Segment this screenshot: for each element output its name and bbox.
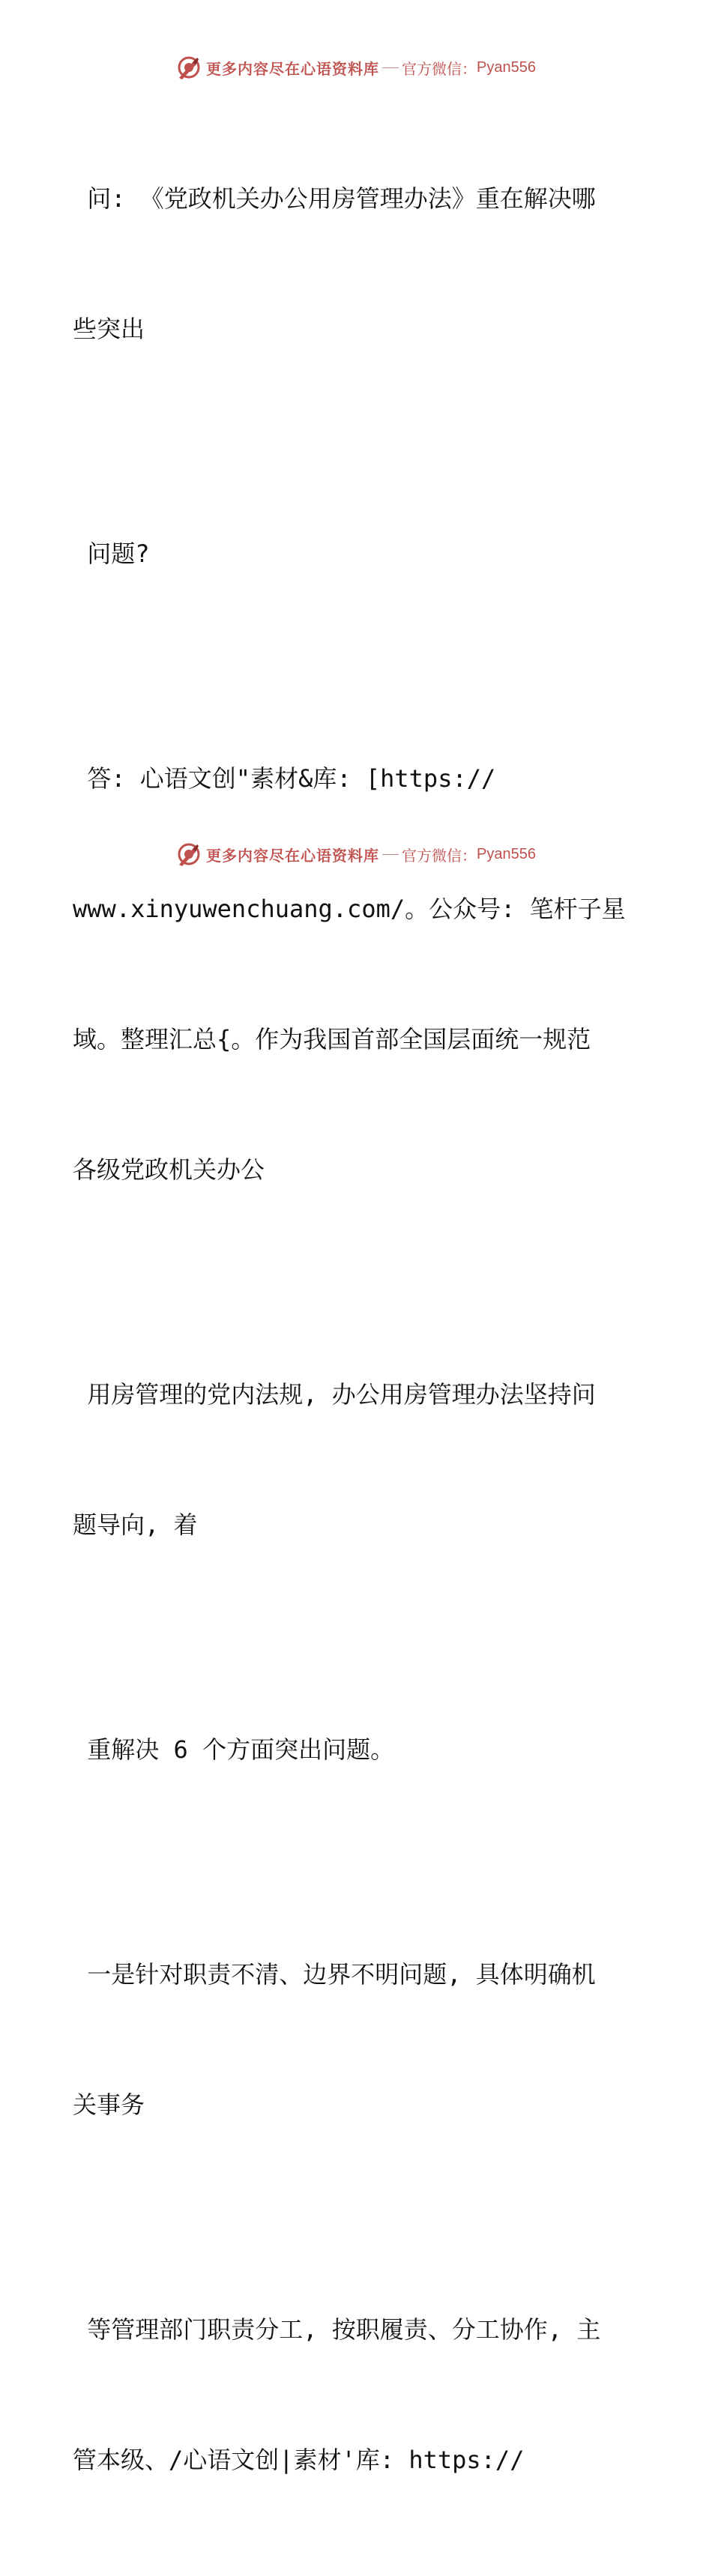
paragraph-body xyxy=(73,1866,627,2213)
text-line: 域。整理汇总{。作为我国首部全国层面统一规范 xyxy=(73,1025,591,1053)
paragraph-answer xyxy=(73,670,627,1278)
text-line: 重解决 6 个方面突出问题。 xyxy=(73,1735,395,1764)
text-line: 答: 心语文创"素材&库: [https:// xyxy=(73,764,496,793)
pen-logo-icon xyxy=(176,841,202,867)
header-banner xyxy=(0,52,712,82)
text-line: 一是针对职责不清、边界不明问题, 具体明确机 xyxy=(73,1960,596,1989)
text-line: 管本级、/心语文创|素材'库: https:// xyxy=(73,2446,525,2474)
paragraph-body xyxy=(73,1641,627,1858)
paragraph-body xyxy=(73,2221,627,2569)
banner-wechat-label: 官方微信： xyxy=(402,59,477,78)
text-line: 问题? xyxy=(73,539,150,568)
footer-banner xyxy=(0,839,712,869)
paragraph-question xyxy=(73,90,627,438)
banner-separator xyxy=(382,854,399,855)
paragraph-question-end xyxy=(73,445,627,662)
text-line: 等管理部门职责分工, 按职履责、分工协作, 主 xyxy=(73,2315,601,2344)
text-line: 关事务 xyxy=(73,2090,145,2119)
pen-logo-icon xyxy=(176,55,202,80)
banner-wechat-label: 官方微信： xyxy=(402,846,477,865)
banner-title: 更多内容尽在心语资料库 xyxy=(206,59,380,78)
banner-wechat-id: Pyan556 xyxy=(477,845,536,862)
text-line: 用房管理的党内法规, 办公用房管理办法坚持问 xyxy=(73,1380,596,1409)
text-line: www.xinyuwenchuang.com/。公众号: 笔杆子星 xyxy=(73,895,626,923)
banner-wechat-id: Pyan556 xyxy=(477,58,536,76)
document-body xyxy=(73,90,627,2576)
text-line: 题导向, 着 xyxy=(73,1511,198,1539)
banner-title: 更多内容尽在心语资料库 xyxy=(206,846,380,865)
paragraph-body xyxy=(73,1286,627,1633)
text-line: 问: 《党政机关办公用房管理办法》重在解决哪 xyxy=(73,184,596,213)
banner-separator xyxy=(382,67,399,68)
text-line: 些突出 xyxy=(73,315,145,343)
text-line: 各级党政机关办公 xyxy=(73,1155,265,1184)
